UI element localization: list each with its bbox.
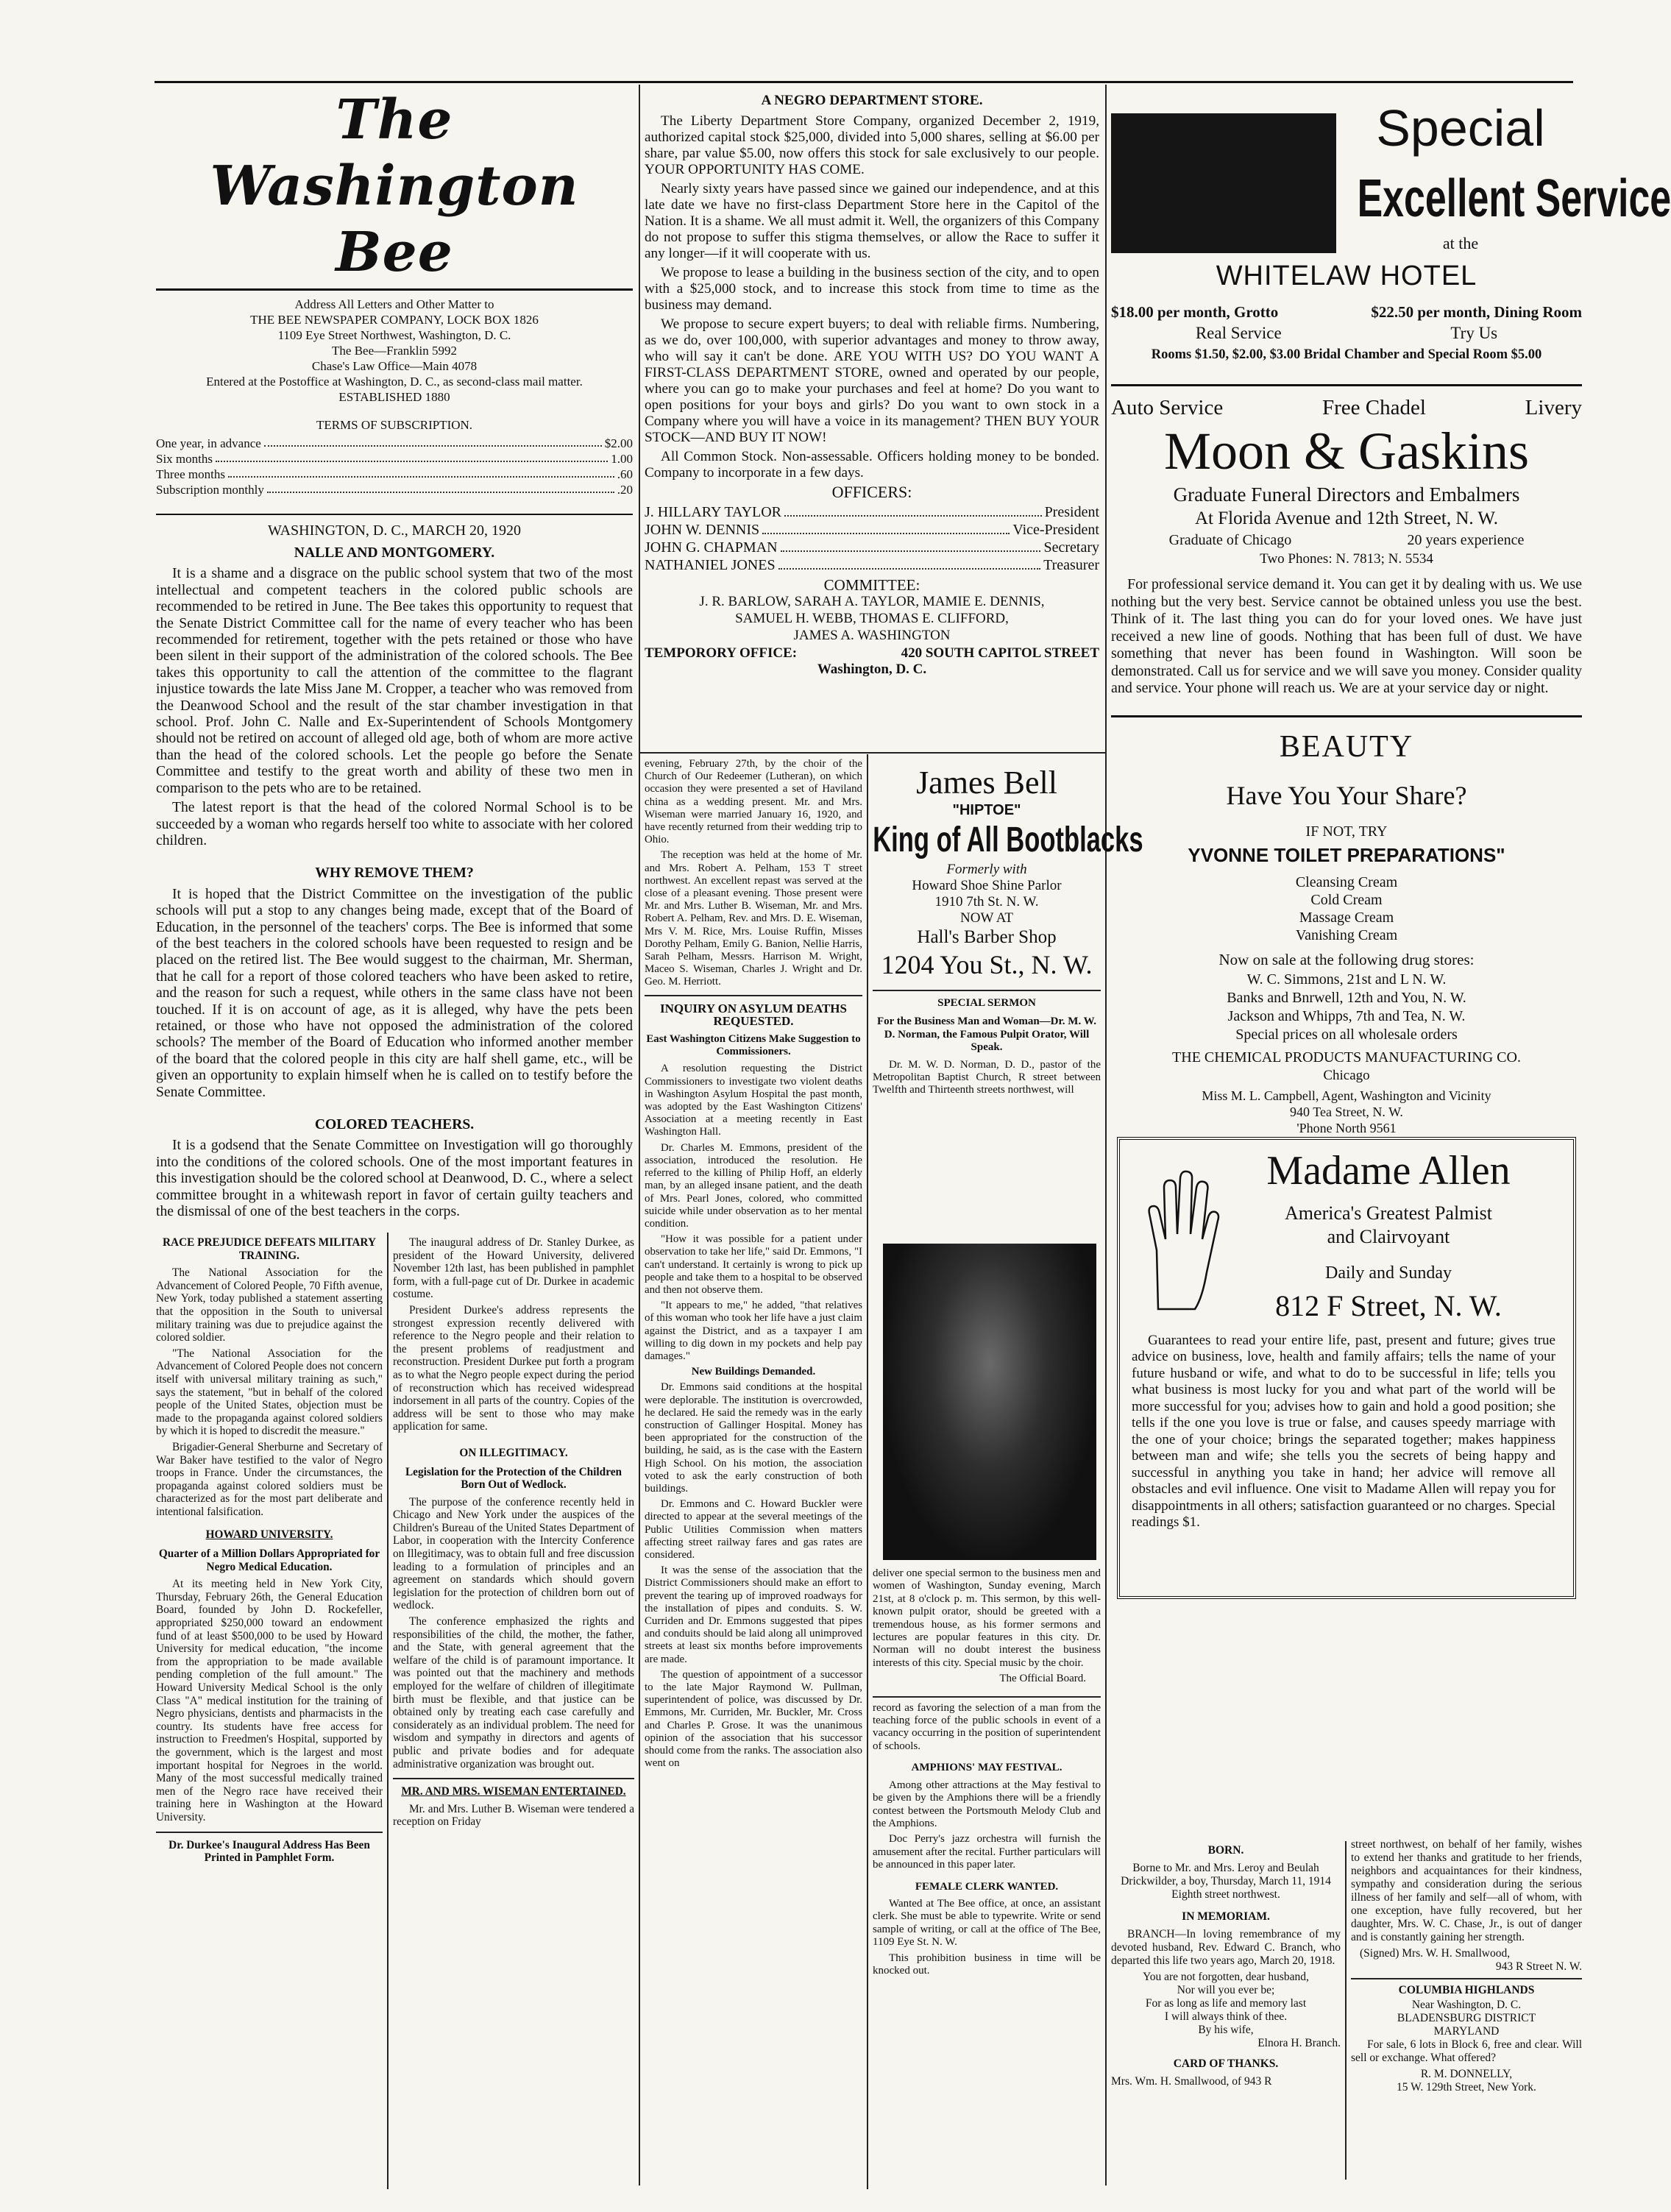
- sermon-continued: [873, 1567, 1101, 1980]
- durkee-heading: Dr. Durkee's Inaugural Address Has Been Printed in Pamphlet Form.: [168, 1838, 370, 1865]
- allen-body: Guarantees to read your entire life, past, present and future; gives true advice on business, love, health and family affairs; tells the name of your future husband or wife, and what to do to be successful in life; tells you what business is most lucky for you and what part of the world will be more successful for you; advises how to gain and hold a good position; she tells if the one you love is true or false, and causes speedy marriage with the one of your choice; brings the separated together; makes happiness between man and wife; she tells you the secrets of being happy and successful in anything you take in hand; her advice will remove all obstacles and evil influence. One visit to Madame Allen will repay you for disappointments in all others; satisfaction guaranteed or no charges. Special readings $1.: [1132, 1332, 1555, 1530]
- asylum-paragraph: "It appears to me," he added, "that relatives of this woman who took her life have a just claim against the District, and as a taxpayer I am willing to dig down in my pockets and help pay damages.": [645, 1300, 862, 1362]
- whitelaw-image: [1111, 113, 1336, 253]
- officer-row: NATHANIEL JONES Treasurer: [645, 557, 1099, 573]
- illegitimacy-paragraph: The conference emphasized the rights and responsibilities of the child, the mother, the father, and the State, with general agreement that the welfare of the child is of paramount importance. It was pointed out that the machinery and methods employed for the welfare of children of illegitimate birth must be flexible, and that justice can be obtained only by treating each case carefully and considerately as an individual problem. The need for wisdom and sympathy in directors and agents of public and private bodies and for adequate administrative organization was brought out.: [393, 1615, 634, 1770]
- yvonne-brand: YVONNE TOILET PREPARATIONS": [1188, 843, 1505, 866]
- allen-name: Madame Allen: [1266, 1147, 1511, 1194]
- race-paragraph: "The National Association for the Advancement of Colored People does not concern itself with universal military training as such," says the statement, "but in behalf of the colored people of the United States, objection must be made to the propaganda against colored soldiers by which it is hoped to discredit the measure.": [156, 1347, 383, 1438]
- asylum-paragraph: Dr. Charles M. Emmons, president of the association, introduced the resolution. He referred to the killing of Philip Hoff, an elderly man, by an alleged insane patient, and the death of Mrs. Pearl Jones, colored, who committed suicide while under observation as to her mental condition.: [645, 1141, 862, 1230]
- masthead-address: Address All Letters and Other Matter to THE BEE NEWSPAPER COMPANY, LOCK BOX 1826 1109 Eye Street Northwest, Washington, D. C. The Bee—Franklin 5992 Chase's Law Office—Main 4078 Entered at the Postoffice at Washington, D. C., as second-class mail matter. ESTABLISHED 1880: [206, 297, 583, 404]
- store-paragraph: The Liberty Department Store Company, organized December 2, 1919, authorized capital stock $25,000, divided into 5,000 shares, selling at $6.00 per share, par value $5.00, now offers this stock for sale exclusively to our people. YOUR OPPORTUNITY HAS COME.: [645, 113, 1099, 177]
- durkee-paragraph: The inaugural address of Dr. Stanley Durkee, as president of the Howard University, delivered November 12th last, has been published in pamphlet form, with a full-page cut of Dr. Durkee in academic costume.: [393, 1236, 634, 1301]
- sermon-paragraph: Dr. M. W. D. Norman, D. D., pastor of the Metropolitan Baptist Church, R street between Twelfth and Thirteenth streets northwest, will: [873, 1058, 1101, 1096]
- store-paragraph: We propose to secure expert buyers; to deal with reliable firms. Numbering, as we do, over 100,000, with superior advantages and money to throw away, who will say it can't be done. ARE YOU WITH US? DO YOU WANT A FIRST-CLASS DEPARTMENT STORE, owned and operated by our people, where you can go to make your purchases and feel at home? Do you want to open positions for your boys and girls? Do you want to own stock in a Company where you will have a voice in its management? THEN BUY YOUR STOCK—AND BUY IT NOW!: [645, 316, 1099, 445]
- store-paragraph: All Common Stock. Non-assessable. Officers holding money to be bonded. Company to incorporate in a few days.: [645, 449, 1099, 481]
- asylum-paragraph: A resolution requesting the District Commissioners to investigate two violent deaths in Washington Asylum Hospital the past month, was adopted by the East Washington Citizens' Association at a meeting recently in East Washington Hall.: [645, 1063, 862, 1138]
- teachers-heading: COLORED TEACHERS.: [314, 1117, 475, 1132]
- race-paragraph: Brigadier-General Sherburne and Secretary of War Baker have testified to the valor of Negro troops in France. Under the circumstances, the propaganda against colored soldiers must be characterized as for the most part deliberate and intentional falsification.: [156, 1440, 383, 1518]
- howard-subheading: Quarter of a Million Dollars Appropriated for Negro Medical Education.: [158, 1548, 380, 1573]
- column-divider: [639, 85, 640, 2186]
- beauty-ad: BEAUTY Have You Your Share? IF NOT, TRY YVONNE TOILET PREPARATIONS" Cleansing Cream Cold Cream Massage Cream Vanishing Cream Now on sale at the following drug stores: W. C. Simmons, 21st and L N. W. Banks and Bnrwell, 12th and You, N. W. Jackson and Whipps, 7th and Tea, N. W. Special prices on all wholesale orders THE CHEMICAL PRODUCTS MANUFACTURING CO. Chicago Miss M. L. Campbell, Agent, Washington and Vicinity 940 Tea Street, N. W. 'Phone North 9561: [1111, 728, 1582, 1125]
- asylum-heading: INQUIRY ON ASYLUM DEATHS REQUESTED.: [660, 1001, 847, 1028]
- female-clerk-paragraph: This prohibition business in time will be knocked out.: [873, 1952, 1101, 1977]
- officers-list: [645, 503, 1099, 574]
- committee-heading: COMMITTEE:: [823, 576, 920, 594]
- asylum-subheading: East Washington Citizens Make Suggestion to Commissioners.: [646, 1033, 861, 1058]
- ads-column: [1111, 87, 1671, 2191]
- officer-row: JOHN W. DENNIS Vice-President: [645, 522, 1099, 538]
- masthead-title: The Washington Bee: [210, 88, 579, 284]
- asylum-paragraph: Dr. Emmons said conditions at the hospital were deplorable. The institution is overcrowded, he declared. He said the remedy was in the early construction of Gallinger Hospital. Money has been appropriated for the construction of the building, he said, as is the case with the Eastern High School. On his motion, the association voted to ask the early construction of both buildings.: [645, 1381, 862, 1495]
- notices-right: street northwest, on behalf of her family, wishes to extend her thanks and gratitude to her friends, neighbors and acquaintances for their kindness, sympathy and consideration during the serious illness of her family and self—all of whom, with one exception, have fully recovered, but her daughter, Mrs. W. C. Chase, Jr., is out of danger and is constantly gaining her strength. (Signed) Mrs. W. H. Smallwood, 943 R Street N. W. COLUMBIA HIGHLANDS Near Washington, D. C. BLADENSBURG DISTRICT MARYLAND For sale, 6 lots in Block 6, free and clear. Will sell or exchange. What offered? R. M. DONNELLY, 15 W. 129th Street, New York.: [1351, 1838, 1582, 2094]
- officer-row: J. HILLARY TAYLOR President: [645, 504, 1099, 520]
- race-heading: RACE PREJUDICE DEFEATS MILITARY TRAINING.: [163, 1236, 376, 1262]
- terms-row: One year, in advance $2.00: [156, 436, 633, 450]
- terms-row: Six months 1.00: [156, 452, 633, 466]
- column-divider: [1105, 85, 1107, 2186]
- whitelaw-special: Special: [1376, 99, 1545, 157]
- teachers-paragraph: It is a godsend that the Senate Committee on Investigation will go thoroughly into the conditions of the colored schools. One of the most important features in this investigation should be the colored school at Deanwood, D. C., where a select committee brought in a whitewash report in favor of certain guilty teachers and the dismissal of one of the best teachers in the corps.: [156, 1138, 633, 1220]
- committee-list: J. R. BARLOW, SARAH A. TAYLOR, MAMIE E. DENNIS, SAMUEL H. WEBB, THOMAS E. CLIFFORD, JAMES A. WASHINGTON: [699, 594, 1045, 643]
- illegitimacy-paragraph: The purpose of the conference recently held in Chicago and New York under the auspices of the Children's Bureau of the United States Department of Labor, in cooperation with the Intercity Conference on Illegitimacy, was to obtain full and free discussion leading to a formulation of principles and an agreement on standards which should govern legislation for the protection of children born out of wedlock.: [393, 1495, 634, 1612]
- remove-heading: WHY REMOVE THEM?: [315, 865, 474, 882]
- store-heading: A NEGRO DEPARTMENT STORE.: [761, 93, 983, 108]
- bell-ad: James Bell "HIPTOE" King of All Bootblacks Formerly with Howard Shoe Shine Parlor 1910 7th St. N. W. NOW AT Hall's Barber Shop 1204 You St., N. W.: [873, 765, 1143, 979]
- allen-address: 812 F Street, N. W.: [1275, 1288, 1502, 1322]
- asylum-paragraph: It was the sense of the association that the District Commissioners should make an effort to prevent the tearing up of improved roadways for the installation of pipes and conduits. S. W. Curriden and Dr. Emmons suggested that pipes and conduits should be laid along all unimproved streets at least six months before improvements are made.: [645, 1564, 862, 1665]
- bell-address: 1204 You St., N. W.: [881, 950, 1093, 979]
- product-list: Cleansing Cream Cold Cream Massage Cream Vanishing Cream: [1295, 873, 1398, 943]
- wiseman-paragraph: Mr. and Mrs. Luther B. Wiseman were tendered a reception on Friday: [393, 1802, 634, 1829]
- officer-row: JOHN G. CHAPMAN Secretary: [645, 539, 1099, 556]
- wiseman-paragraph: evening, February 27th, by the choir of the Church of Our Redeemer (Lutheran), on which occasion they were presented a set of Haviland china as a wedding present. Mr. and Mrs. Wiseman were married January 16, 1920, and have recently returned from their wedding trip to Ohio.: [645, 758, 862, 846]
- clerk-paragraph: record as favoring the selection of a man from the teaching force of the public schools in event of a vacancy occurring in the position of superintendent of schools.: [873, 1701, 1101, 1752]
- howard-paragraph: At its meeting held in New York City, Thursday, February 26th, the General Education Board, founded by John D. Rockefeller, appropriated $250,000 toward an endowment fund of at least $500,000 to be used by Howard University for medical education, "the income from the appropriation to be made available pending completion of the full amount." The Howard University Medical School is the only Class "A" medical institution for the training of Negro physicians, dentists and pharmacists in the country. Its students have free access for instruction to Freedmen's Hospital, supported by the government, which is the largest and most important hospital for Negroes in the world. Many of the most successful medically trained men of the Negro race have received their training here in Washington at the Howard University.: [156, 1578, 383, 1823]
- terms-row: Subscription monthly .20: [156, 483, 633, 497]
- amphions-paragraph: Among other attractions at the May festival to be given by the Amphions there will be a friendly contest between the Portsmouth Melody Club and the Amphions.: [873, 1779, 1101, 1829]
- illegitimacy-subheading: Legislation for the Protection of the Children Born Out of Wedlock.: [405, 1465, 622, 1492]
- sermon-signoff: The Official Board.: [999, 1673, 1086, 1685]
- whitelaw-hotel: WHITELAW HOTEL: [1216, 260, 1477, 291]
- sermon-paragraph: deliver one special sermon to the business men and women of Washington, Sunday evening, March 21st, at 8 o'clock p. m. This sermon, by this well-known pulpit orator, should be greeted with a tremendous house, as his former sermons and lectures are popular features in this city. Dr. Norman will no doubt interest the business interests of this city. Special music by the choir.: [873, 1567, 1101, 1669]
- store-paragraph: Nearly sixty years have passed since we gained our independence, and at this late date we have no first-class Department Store here in the Capitol of the Nation. It is a shame. We all must admit it. Well, the organizers of this Company do not propose to suffer this stigma themselves, or allow the Race to suffer it any longer—if it will cooperate with us.: [645, 181, 1099, 261]
- amphions-heading: AMPHIONS' MAY FESTIVAL.: [911, 1762, 1062, 1774]
- whitelaw-excellent: Excellent Service: [1357, 169, 1671, 228]
- illegitimacy-heading: ON ILLEGITIMACY.: [459, 1446, 568, 1459]
- notices-left: BORN. Borne to Mr. and Mrs. Leroy and Beulah Drickwilder, a boy, Thursday, March 11, 1914 Eighth street northwest. IN MEMORIAM. BRANCH—In loving remembrance of my devoted husband, Rev. Edward C. Branch, who departed this life two years ago, March 20, 1918. You are not forgotten, dear husband, Nor will you ever be; For as long as life and memory last I will always think of thee. By his wife, Elnora H. Branch. CARD OF THANKS. Mrs. Wm. H. Smallwood, of 943 R: [1111, 1844, 1341, 2088]
- store-list: W. C. Simmons, 21st and L N. W. Banks and Bnrwell, 12th and You, N. W. Jackson and Whipps, 7th and Tea, N. W. Special prices on all wholesale orders: [1227, 971, 1466, 1043]
- female-clerk-paragraph: Wanted at The Bee office, at once, an assistant clerk. She must be able to typewrite. Write or send sample of writing, or call at the office of The Bee, 1109 Eye St. N. W.: [873, 1897, 1101, 1949]
- madame-allen-ad: Madame Allen America's Greatest Palmist and Clairvoyant Daily and Sunday 812 F Street, N. W. Guarantees to read your entire life, past, present and future; gives true advice on business, love, health and family affairs; tells the name of your future husband or wife, and what to do to be successful in life; tells you what business is most lucky for you and what part of the world will be more successful for you; advises how to gain and hold a good position; she tells if the one you love is true or false, and causes speedy marriage with the one of your choice; brings the separated together; makes happiness between man and wife; she tells you the secrets of being happy and successful in anything you take in hand; her advice will remove all obstacles and evil influence. One visit to Madame Allen will repay you for disappointments in all others; satisfaction guaranteed or no charges. Special readings $1.: [1117, 1137, 1576, 1599]
- moon-gaskins-name: Moon & Gaskins: [1163, 422, 1530, 481]
- dateline: WASHINGTON, D. C., MARCH 20, 1920: [267, 522, 522, 539]
- asylum-paragraph: "How it was possible for a patient under observation to take her life," said Dr. Emmons, "I can't understand. It certainly is wrong to pick up people and take them to a hospital to be observed and then not observe them.: [645, 1233, 862, 1296]
- store-office: TEMPORORY OFFICE: 420 SOUTH CAPITOL STREET: [645, 645, 1099, 661]
- editorial-column: [156, 87, 633, 1231]
- amphions-paragraph: Doc Perry's jazz orchestra will furnish the amusement after the recital. Further particulars will be announced in this paper later.: [873, 1833, 1101, 1871]
- bell-name: James Bell: [916, 765, 1057, 801]
- moon-gaskins-ad: Auto Service Free Chadel Livery Moon & Gaskins Graduate Funeral Directors and Embalmers At Florida Avenue and 12th Street, N. W. Graduate of Chicago 20 years experience Two Phones: N. 7813; N. 5534 For professional service demand it. You can get it by dealing with us. We use nothing but the very best. Service cannot be obtained unless you use the best. Think of it. The last thing you can do for your loved ones. We have just received a new line of goods. Nothing that has been full of dust. We have something that never has been found in Washington. Will soon be demonstrated. Call us for service and we will save you money. Consider quality and service. Your phone will reach us. We are at your service day or night.: [1111, 396, 1582, 696]
- wiseman-heading: MR. AND MRS. WISEMAN ENTERTAINED.: [401, 1785, 626, 1798]
- department-store-article: A NEGRO DEPARTMENT STORE. The Liberty Department Store Company, organized December 2, 1919, authorized capital stock $25,000, divided into 5,000 shares, selling at $6.00 per share, par value $5.00, now offers this stock for sale exclusively to our people. YOUR OPPORTUNITY HAS COME. Nearly sixty years have passed since we gained our independence, and at this late date we have no first-class Department Store here in the Capitol of the Nation. It is a shame. We all must admit it. Well, the organizers of this Company do not propose to suffer this stigma themselves, or allow the Race to suffer it any longer—if it will cooperate with us. We propose to lease a building in the business section of the city, and to open with a $25,000 stock, and to increase this stock from time to time as the business may demand. We propose to secure expert buyers; to deal with reliable firms. Numbering, as we do, over 100,000, with superior advantages and money to throw away, who will say it can't be done. ARE YOU WITH US? DO YOU WANT A FIRST-CLASS DEPARTMENT STORE, owned and operated by our people, where you can go to make your purchases and feel at home? Do you want to open positions for your boys and girls? Do you want to own stock in a Company where you will have a voice in its management? THEN BUY YOUR STOCK—AND BUY IT NOW! All Common Stock. Non-assessable. Officers holding money to be bonded. Company to incorporate in a few days. OFFICERS: J. HILLARY TAYLOR President JOHN W. DENNIS Vice-President JOHN G. CHAPMAN Secretary NATHANIEL JONES Treasurer COMMITTEE: J. R. BARLOW, SARAH A. TAYLOR, MAMIE E. DENNIS, SAMUEL H. WEBB, THOMAS E. CLIFFORD, JAMES A. WASHINGTON TEMPORORY OFFICE: 420 SOUTH CAPITOL STREET Washington, D. C.: [645, 93, 1099, 677]
- race-paragraph: The National Association for the Advancement of Colored People, 70 Fifth avenue, New York, today published a statement asserting that the opposition in the South to universal military training was due to prejudice against the colored soldier.: [156, 1266, 383, 1344]
- moon-gaskins-body: For professional service demand it. You can get it by dealing with us. We use nothing but the very best. Service cannot be obtained unless you use the best. Think of it. The last thing you can do for your loved ones. We have just received a new line of goods. Nothing that has been full of dust. We have something that never has been found in Washington. Will soon be demonstrated. Call us for service and we will save you money. Consider quality and service. Your phone will reach us. We are at your service day or night.: [1111, 576, 1582, 696]
- wiseman-paragraph: The reception was held at the home of Mr. and Mrs. Robert A. Pelham, 153 T street northwest. An excellent repast was served at the close of a pleasant evening. Those present were Mr. and Mrs. Luther B. Wiseman, Mr. and Mrs. Robert A. Pelham, Rev. and Mrs. D. E. Wiseman, Mrs V. M. Rice, Mrs. Louise Ruffin, Misses Dorothy Pelham, Emily G. Banion, Nellie Harris, Sarah Pelham, Messrs. Harrison M. Wright, Maceo S. Wiseman, Charles J. Wright and Dr. Geo. M. Herriott.: [645, 849, 862, 988]
- howard-heading: HOWARD UNIVERSITY.: [205, 1528, 333, 1542]
- asylum-paragraph: Dr. Emmons and C. Howard Buckler were directed to appear at the several meetings of the Public Utilities Commission when matters affecting street railway fares and gas rates are considered.: [645, 1498, 862, 1561]
- sermon-subheading: For the Business Man and Woman—Dr. M. W. D. Norman, the Famous Pulpit Orator, Will Speak.: [876, 1015, 1097, 1054]
- column-divider: [387, 1233, 389, 2189]
- nalle-heading: NALLE AND MONTGOMERY.: [294, 545, 495, 561]
- durkee-paragraph: President Durkee's address represents the strongest expression recently delivered with reference to the Negro people and their relation to the present problems of readjustment and reconstruction. President Durkee put forth a program as to what the Negro people expect during the period of reconstruction which has received widespread indorsement in all parts of the country. Copies of the address will be sent to those who may make application for same.: [393, 1303, 634, 1433]
- column-divider: [867, 754, 868, 2189]
- sermon-article: [873, 997, 1101, 1097]
- female-clerk-heading: FEMALE CLERK WANTED.: [915, 1880, 1059, 1893]
- durkee-illegitimacy-column: [393, 1236, 634, 2193]
- hand-icon: [1136, 1169, 1224, 1316]
- store-paragraph: We propose to lease a building in the business section of the city, and to open with a $25,000 stock, and to increase this stock from time to time as the business may demand.: [645, 265, 1099, 313]
- bell-nickname: "HIPTOE": [952, 802, 1021, 818]
- bell-sermon-column: [873, 758, 1143, 2189]
- terms-list: [156, 436, 633, 497]
- top-rule: [155, 81, 1573, 83]
- asylum-paragraph: The question of appointment of a successor to the late Major Raymond W. Pullman, superintendent of police, was discussed by Dr. Emmons, Mr. Curriden, Mr. Buckler, Mr. Cross and Charles P. Grose. It was the unanimous opinion of the association that his successor should come from the ranks. The association also went on: [645, 1668, 862, 1770]
- asylum-subheading2: New Buildings Demanded.: [691, 1366, 816, 1378]
- norman-portrait: [883, 1244, 1096, 1560]
- nalle-paragraph: The latest report is that the head of the colored Normal School is to be succeeded by a woman who regards herself too white to associate with her colored children.: [156, 800, 634, 848]
- terms-heading: TERMS OF SUBSCRIPTION.: [316, 418, 473, 432]
- remove-paragraph: It is hoped that the District Committee on the investigation of the public schools will put a stop to any changes being made, except that of the Board of Education, in the personnel of the teachers' corps. The Bee is informed that some of the best teachers in the colored schools have been requested to resign and be placed on the retired list. The Bee would suggest to the chairman, Mr. Sherman, that he call for a report of those colored teachers who have been asked to retire, and the reason for such a request, while others in the same class have not been touched. If it is on account of age, as it is alleged, why have the pets been retained, or those who have not opposed the administration of the colored schools? The member of the Board of Education who informed another member of the board that the colored people in this city are half shell game, etc., will be given an opportunity to explain himself when he is called on to testify before the Senate Committee.: [156, 886, 633, 1100]
- asylum-column: [645, 758, 862, 2189]
- officers-heading: OFFICERS:: [831, 483, 912, 501]
- race-howard-column: [156, 1236, 383, 2193]
- bell-title: King of All Bootblacks: [873, 820, 1143, 859]
- sermon-heading: SPECIAL SERMON: [937, 997, 1036, 1009]
- whitelaw-ad: Special Excellent Service at the WHITELAW HOTEL $18.00 per month, Grotto $22.50 per month, Dining Room Real Service Try Us Rooms $1.50, $2.00, $3.00 Bridal Chamber and Special Room $5.00: [1111, 99, 1671, 362]
- editorial-body: [156, 545, 633, 1220]
- terms-row: Three months .60: [156, 467, 633, 481]
- nalle-paragraph: It is a shame and a disgrace on the public school system that two of the most intellectual and competent teachers in the colored public schools are recommended to be retired in June. The Bee takes this opportunity to request that the Senate District Committee call for the name of every teacher who has been recommended for retirement, together with the pets retained or those who have been silent in their support of the administration of the colored schools. The Bee takes this opportunity to call the attention of the committee to the flagrant injustice towards the late Miss Jane M. Cropper, a teacher who was removed from the Deanwood School and the result of the star chamber investigation in that school. Prof. John C. Nalle and Ex-Superintendent of Schools Montgomery should not be retired on account of alleged old age, both of whom are more active than the head of the colored schools. Let the people go before the Senate Committee and testify to the great worth and ability of these two men in comparison to the pets who are to be retained.: [156, 566, 633, 796]
- section-divider: [639, 752, 1105, 754]
